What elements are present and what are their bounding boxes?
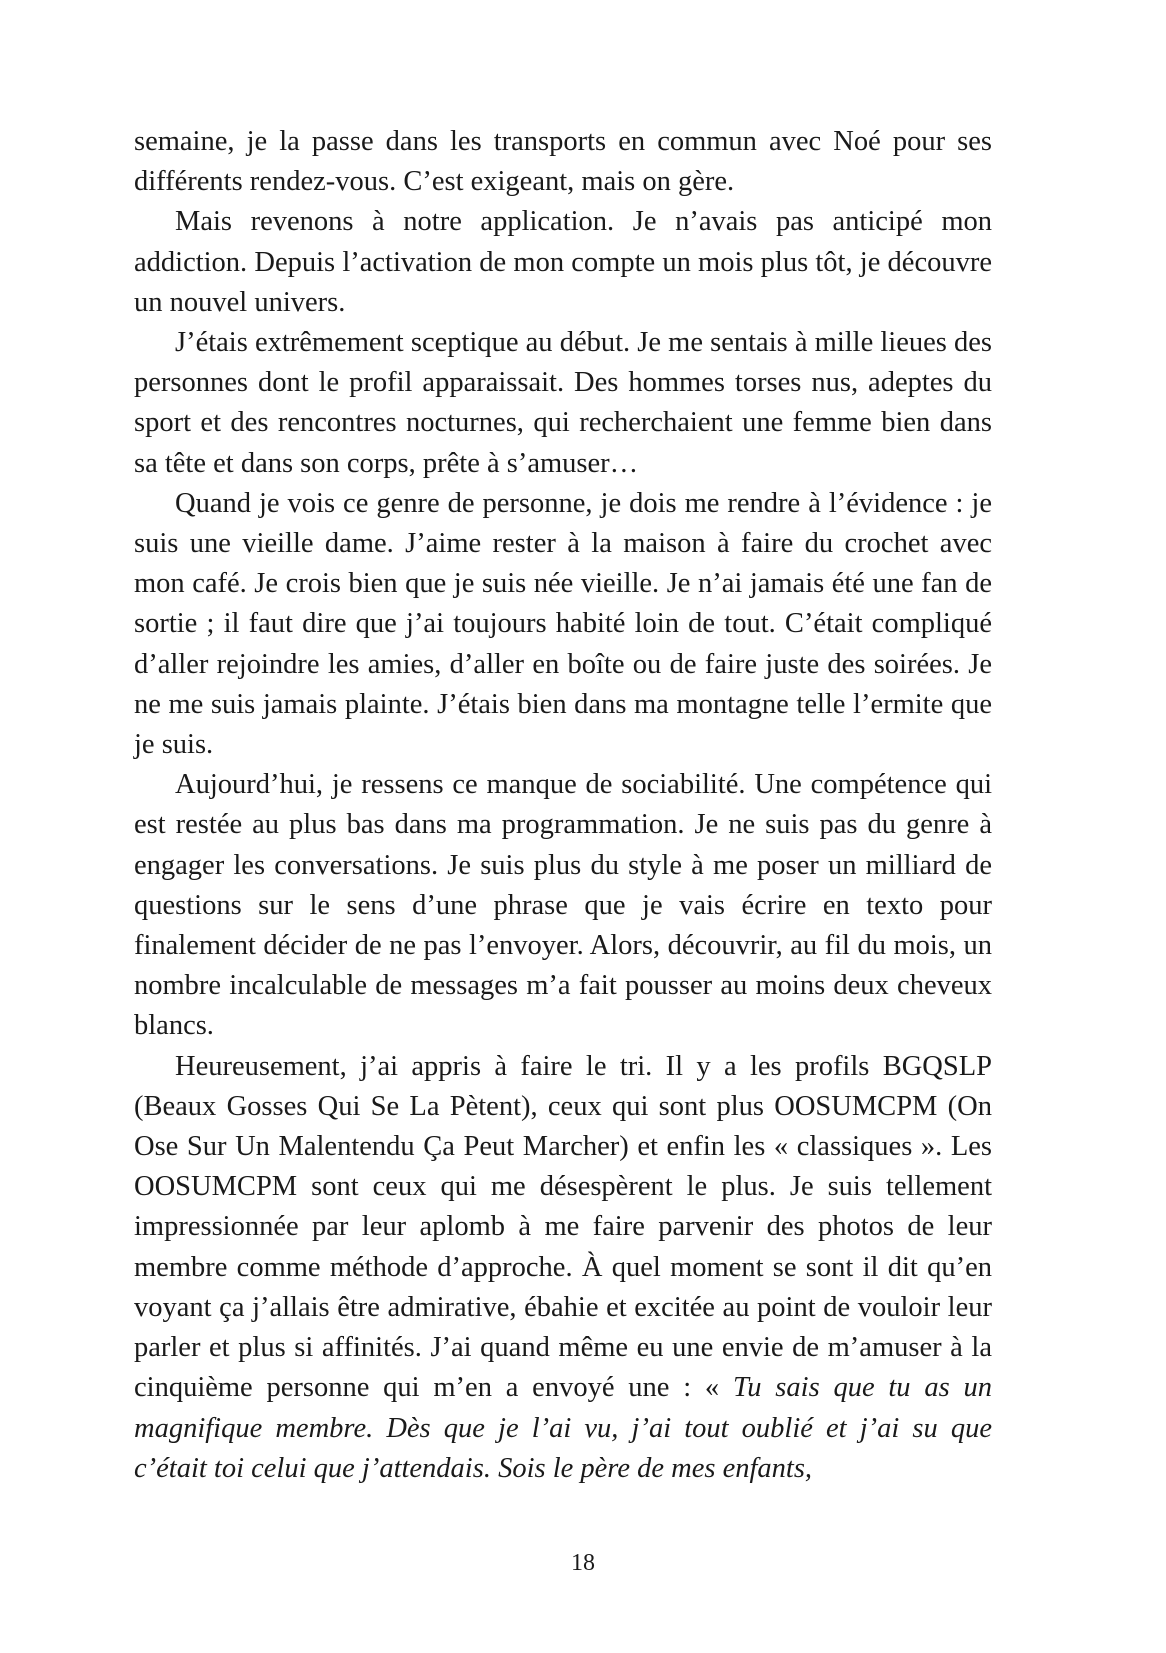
paragraph-3: J’étais extrêmement sceptique au début. Je me sentais à mille lieues des personnes dont le profil apparaissait. Des hommes torses nus, adeptes du sport et des rencontres nocturnes, qui recherchaient une femme bien dans sa tête et dans son corps, prête à s’amuser… [134,327,992,479]
paragraph-2: Mais revenons à notre application. Je n’avais pas anticipé mon addiction. Depuis l’activation de mon compte un mois plus tôt, je découvre un nouvel univers. [134,206,992,318]
paragraph-1: semaine, je la passe dans les transports en commun avec Noé pour ses différents rendez-vous. C’est exigeant, mais on gère. [134,126,992,198]
paragraph-6-italic-quote: Tu sais que tu as un magnifique membre. Dès que je l’ai vu, j’ai tout oublié et j’ai su que c’était toi celui que j’attendais. Sois le père de mes enfants, [134,1372,992,1484]
paragraph-6 [134,1047,992,1489]
paragraph-5: Aujourd’hui, je ressens ce manque de sociabilité. Une compétence qui est restée au plus bas dans ma programmation. Je ne suis pas du genre à engager les conversations. Je suis plus du style à me poser un milliard de questions sur le sens d’une phrase que je vais écrire en texto pour finalement décider de ne pas l’envoyer. Alors, découvrir, au fil du mois, un nombre incalculable de messages m’a fait pousser au moins deux cheveux blancs. [134,769,992,1042]
paragraph-6-text: Heureusement, j’ai appris à faire le tri. Il y a les profils BGQSLP (Beaux Gosses Qui Se La Pètent), ceux qui sont plus OOSUMCPM (On Ose Sur Un Malentendu Ça Peut Marcher) et enfin les « classiques ». Les OOSUMCPM sont ceux qui me désespèrent le plus. Je suis tellement impressionnée par leur aplomb à me faire parvenir des photos de leur membre comme méthode d’approche. À quel moment se sont il dit qu’en voyant ça j’allais être admirative, ébahie et excitée au point de vouloir leur parler et plus si affinités. J’ai quand même eu une envie de m’amuser à la cinquième personne qui m’en a envoyé une : « [134,1050,992,1404]
page-number: 18 [571,1550,595,1576]
page-body [134,122,992,1489]
paragraph-4: Quand je vois ce genre de personne, je dois me rendre à l’évidence : je suis une vieille dame. J’aime rester à la maison à faire du crochet avec mon café. Je crois bien que je suis née vieille. Je n’ai jamais été une fan de sortie ; il faut dire que j’ai toujours habité loin de tout. C’était compliqué d’aller rejoindre les amies, d’aller en boîte ou de faire juste des soirées. Je ne me suis jamais plainte. J’étais bien dans ma montagne telle l’ermite que je suis. [134,487,992,761]
